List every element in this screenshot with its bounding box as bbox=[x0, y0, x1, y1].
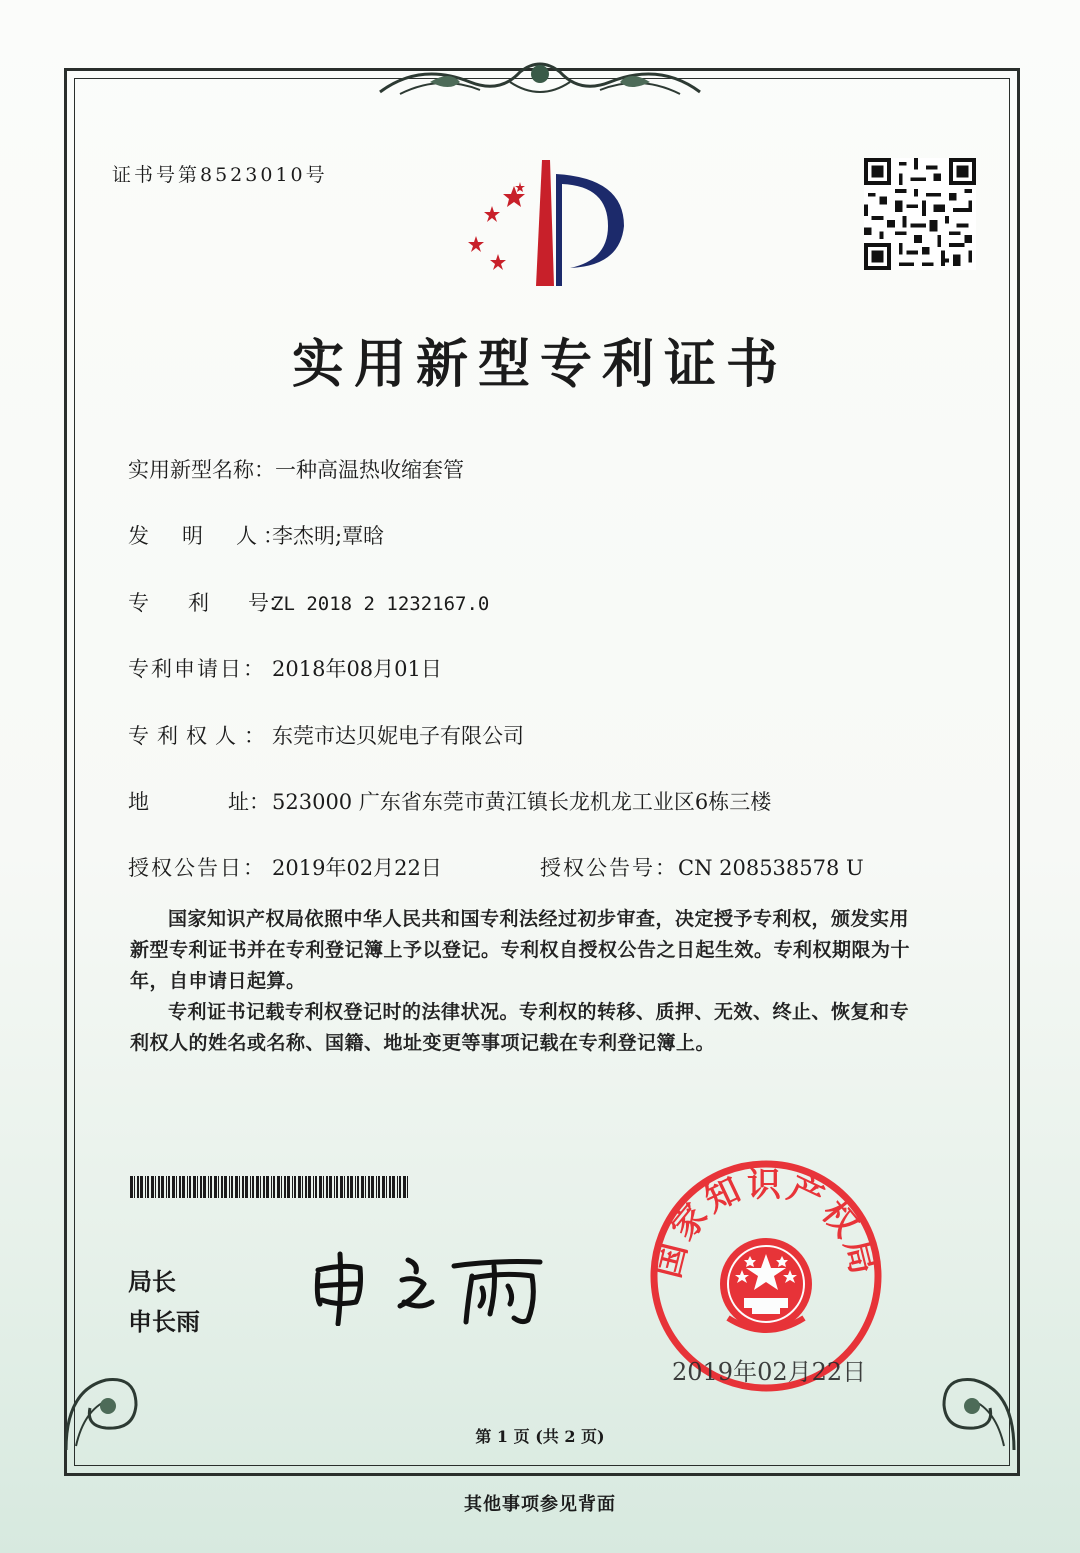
patent-office-logo bbox=[458, 156, 638, 290]
barcode-bar bbox=[326, 1176, 328, 1198]
barcode-bar bbox=[294, 1176, 296, 1198]
inventor-label: 发 明 人： bbox=[128, 524, 290, 548]
application-date-label: 专利申请日： bbox=[128, 657, 266, 681]
address-value: 523000 广东省东莞市黄江镇长龙机龙工业区6栋三楼 bbox=[272, 790, 772, 814]
barcode-bar bbox=[263, 1176, 265, 1198]
barcode-bar bbox=[210, 1176, 212, 1198]
director-signature bbox=[304, 1240, 564, 1326]
statement-line: 利权人的姓名或名称、国籍、地址变更等事项记载在专利登记簿上。 bbox=[130, 1032, 716, 1054]
barcode-bar bbox=[403, 1176, 406, 1198]
patent-number-label: 专 利 号： bbox=[128, 591, 288, 615]
director-title: 局长 bbox=[128, 1268, 176, 1296]
field-utility-model-name bbox=[128, 454, 464, 484]
barcode-bar bbox=[389, 1176, 391, 1198]
field-patent-number bbox=[128, 587, 489, 617]
barcode-bar bbox=[137, 1176, 139, 1198]
legal-status-statement bbox=[130, 997, 958, 1059]
barcode-bar bbox=[378, 1176, 380, 1198]
barcode-bar bbox=[200, 1176, 202, 1198]
barcode-bar bbox=[340, 1176, 343, 1198]
barcode-bar bbox=[273, 1176, 275, 1198]
svg-text:国家知识产权局: 国家知识产权局 bbox=[648, 1165, 884, 1282]
seal-date: 2019年02月22日 bbox=[672, 1358, 867, 1386]
barcode bbox=[130, 1176, 410, 1198]
barcode-bar bbox=[266, 1176, 269, 1198]
barcode-bar bbox=[399, 1176, 401, 1198]
barcode-bar bbox=[145, 1176, 146, 1198]
barcode-bar bbox=[158, 1176, 160, 1198]
director-name: 申长雨 bbox=[128, 1308, 200, 1336]
barcode-bar bbox=[166, 1176, 167, 1198]
barcode-bar bbox=[336, 1176, 338, 1198]
barcode-bar bbox=[224, 1176, 227, 1198]
barcode-bar bbox=[239, 1176, 240, 1198]
application-date-value: 2018年08月01日 bbox=[272, 657, 442, 681]
utility-model-name-value: 一种高温热收缩套管 bbox=[275, 458, 464, 482]
barcode-bar bbox=[260, 1176, 261, 1198]
barcode-bar bbox=[376, 1176, 377, 1198]
address-label-end: 址： bbox=[228, 790, 270, 814]
barcode-bar bbox=[407, 1176, 408, 1198]
barcode-bar bbox=[147, 1176, 149, 1198]
barcode-bar bbox=[347, 1176, 349, 1198]
grant-date-label: 授权公告日： bbox=[128, 856, 266, 880]
barcode-bar bbox=[214, 1176, 217, 1198]
barcode-bar bbox=[368, 1176, 370, 1198]
barcode-bar bbox=[371, 1176, 374, 1198]
barcode-bar bbox=[365, 1176, 366, 1198]
barcode-bar bbox=[140, 1176, 143, 1198]
barcode-bar bbox=[315, 1176, 317, 1198]
barcode-bar bbox=[130, 1176, 133, 1198]
barcode-bar bbox=[329, 1176, 332, 1198]
barcode-bar bbox=[172, 1176, 175, 1198]
barcode-bar bbox=[308, 1176, 311, 1198]
barcode-bar bbox=[218, 1176, 219, 1198]
barcode-bar bbox=[281, 1176, 282, 1198]
statement-line: 专利证书记载专利权登记时的法律状况。专利权的转移、质押、无效、终止、恢复和专 bbox=[168, 1001, 910, 1023]
barcode-bar bbox=[298, 1176, 301, 1198]
certificate-title: 实用新型专利证书 bbox=[291, 334, 788, 395]
barcode-bar bbox=[344, 1176, 345, 1198]
barcode-bar bbox=[229, 1176, 230, 1198]
grant-date-value: 2019年02月22日 bbox=[272, 856, 442, 880]
statement-line: 国家知识产权局依照中华人民共和国专利法经过初步审查，决定授予专利权，颁发实用 bbox=[168, 908, 910, 930]
patentee-value: 东莞市达贝妮电子有限公司 bbox=[272, 724, 524, 748]
barcode-bar bbox=[245, 1176, 248, 1198]
page-number: 第 1 页 (共 2 页) bbox=[475, 1427, 605, 1446]
barcode-bar bbox=[319, 1176, 322, 1198]
barcode-bar bbox=[221, 1176, 223, 1198]
utility-model-name-label: 实用新型名称： bbox=[128, 458, 275, 482]
barcode-bar bbox=[287, 1176, 290, 1198]
barcode-bar bbox=[235, 1176, 238, 1198]
field-grant-number bbox=[540, 852, 864, 882]
barcode-bar bbox=[350, 1176, 353, 1198]
barcode-bar bbox=[250, 1176, 251, 1198]
barcode-bar bbox=[179, 1176, 181, 1198]
barcode-bar bbox=[176, 1176, 177, 1198]
barcode-bar bbox=[193, 1176, 196, 1198]
barcode-bar bbox=[313, 1176, 314, 1198]
barcode-bar bbox=[151, 1176, 154, 1198]
barcode-bar bbox=[197, 1176, 198, 1198]
barcode-bar bbox=[357, 1176, 359, 1198]
barcode-bar bbox=[161, 1176, 164, 1198]
barcode-bar bbox=[305, 1176, 307, 1198]
grant-number-label: 授权公告号： bbox=[540, 856, 678, 880]
barcode-bar bbox=[334, 1176, 335, 1198]
statement-line: 新型专利证书并在专利登记簿上予以登记。专利权自授权公告之日起生效。专利权期限为十 bbox=[130, 939, 911, 961]
barcode-bar bbox=[292, 1176, 293, 1198]
barcode-bar bbox=[134, 1176, 135, 1198]
barcode-bar bbox=[155, 1176, 156, 1198]
footer-note: 其他事项参见背面 bbox=[464, 1494, 616, 1515]
barcode-bar bbox=[355, 1176, 356, 1198]
barcode-bar bbox=[323, 1176, 324, 1198]
barcode-bar bbox=[382, 1176, 385, 1198]
barcode-bar bbox=[189, 1176, 191, 1198]
barcode-bar bbox=[392, 1176, 395, 1198]
barcode-bar bbox=[386, 1176, 387, 1198]
barcode-bar bbox=[182, 1176, 185, 1198]
top-ornament-icon bbox=[360, 52, 720, 104]
barcode-bar bbox=[231, 1176, 233, 1198]
barcode-bar bbox=[271, 1176, 272, 1198]
barcode-bar bbox=[187, 1176, 188, 1198]
patentee-label: 专利权人： bbox=[128, 724, 273, 748]
barcode-bar bbox=[397, 1176, 398, 1198]
statement-line: 年，自申请日起算。 bbox=[130, 970, 306, 992]
barcode-bar bbox=[256, 1176, 259, 1198]
field-grant-date bbox=[128, 852, 442, 882]
barcode-bar bbox=[168, 1176, 170, 1198]
qr-code bbox=[864, 158, 976, 270]
barcode-bar bbox=[203, 1176, 206, 1198]
barcode-bar bbox=[277, 1176, 280, 1198]
grant-number-value: CN 208538578 U bbox=[678, 856, 864, 880]
field-address bbox=[128, 786, 771, 816]
address-label-start: 地 bbox=[128, 790, 149, 814]
inventor-value: 李杰明;覃晗 bbox=[272, 524, 385, 548]
barcode-bar bbox=[242, 1176, 244, 1198]
barcode-bar bbox=[361, 1176, 364, 1198]
field-patentee bbox=[128, 720, 524, 750]
field-application-date bbox=[128, 653, 442, 683]
barcode-bar bbox=[252, 1176, 254, 1198]
barcode-bar bbox=[208, 1176, 209, 1198]
field-inventor bbox=[128, 520, 384, 550]
barcode-bar bbox=[284, 1176, 286, 1198]
certificate-statement bbox=[130, 904, 958, 997]
patent-number-value: ZL 2018 2 1232167.0 bbox=[272, 593, 490, 615]
barcode-bar bbox=[302, 1176, 303, 1198]
certificate-number: 证书号第8523010号 bbox=[112, 164, 328, 186]
